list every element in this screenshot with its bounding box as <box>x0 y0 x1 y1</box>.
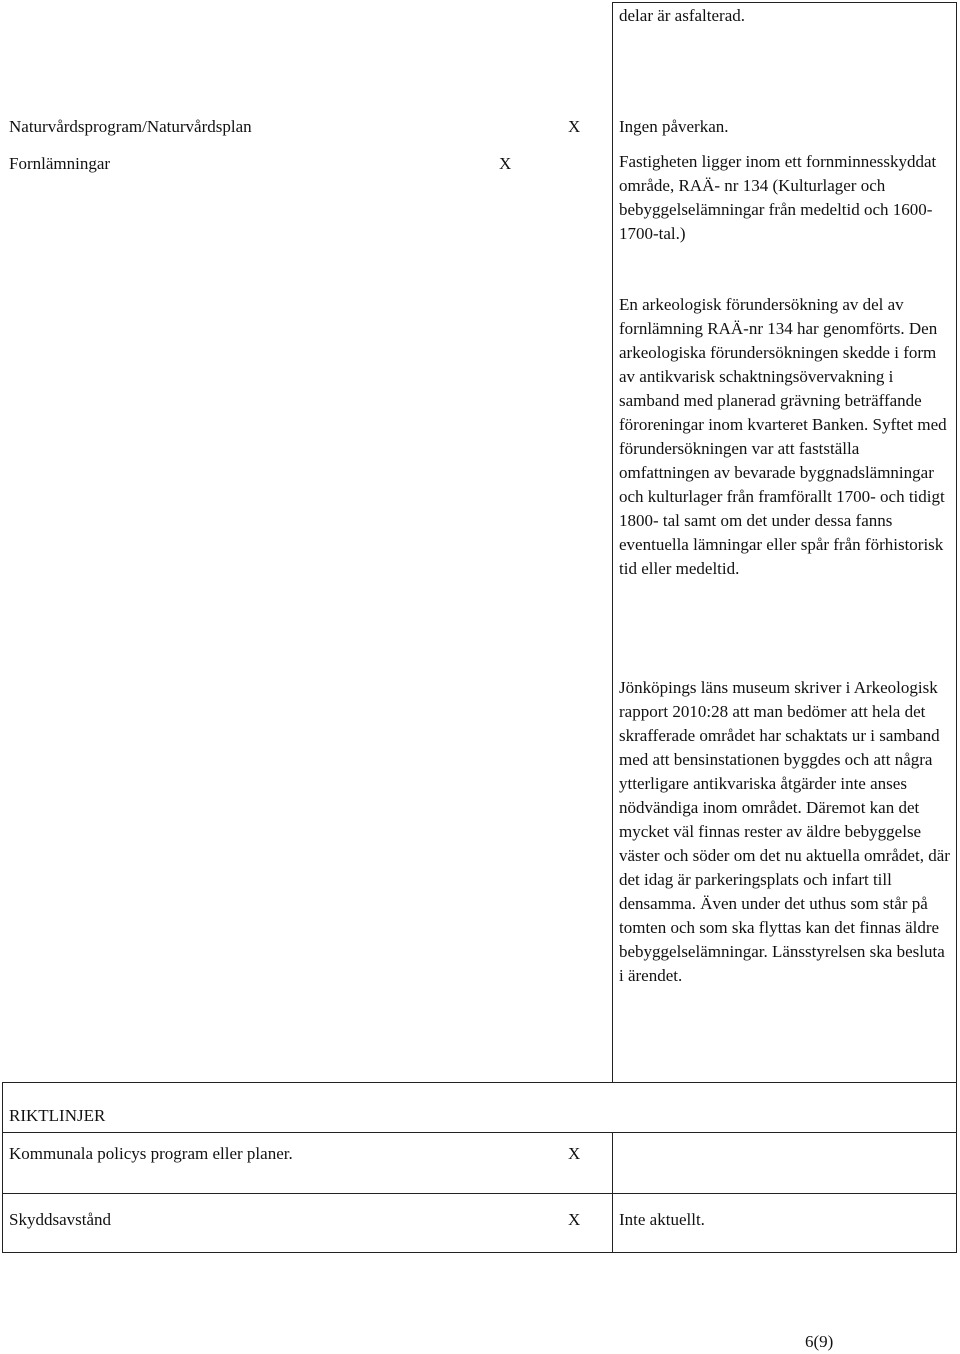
skyddsavstand-label: Skyddsavstånd <box>9 1210 111 1229</box>
skyddsavstand-mark: X <box>568 1210 581 1229</box>
fornlamningar-p2: En arkeologisk förundersökning av del av fornlämning RAÄ-nr 134 har genomförts. Den arkeologiska förundersökningen skedde i form av antikvarisk schaktningsövervakning i samband med planerad grävning beträffande föroreningar inom kvarteret Banken. Syftet med förundersökningen var att fastställa omfattningen av bevarade byggnadslämningar och kulturlager från framförallt 1700- och tidigt 1800- tal samt om det under dessa fanns eventuella lämningar eller spår från förhistorisk tid eller medeltid. <box>619 295 947 578</box>
fornlamningar-comment-2 <box>619 293 949 581</box>
fornlamningar-comment-1 <box>619 150 949 246</box>
riktlinjer-heading: RIKTLINJER <box>9 1106 106 1125</box>
naturvard-mark: X <box>568 117 581 136</box>
page-number: 6(9) <box>805 1332 834 1351</box>
asfalt-comment: delar är asfalterad. <box>619 6 745 25</box>
kommunala-label: Kommunala policys program eller planer. <box>9 1144 293 1163</box>
naturvard-label: Naturvårdsprogram/Naturvårdsplan <box>9 117 252 136</box>
naturvard-comment: Ingen påverkan. <box>619 117 729 136</box>
column-divider-comment <box>612 2 613 1082</box>
fornlamningar-comment-3 <box>619 676 952 988</box>
skyddsavstand-comment: Inte aktuellt. <box>619 1210 705 1229</box>
kommunala-mark: X <box>568 1144 581 1163</box>
column-divider-comment-lower <box>612 1132 613 1252</box>
heading-divider <box>2 1132 957 1133</box>
fornlamningar-p3: Jönköpings läns museum skriver i Arkeologisk rapport 2010:28 att man bedömer att hela det skrafferade området har schaktats ur i samband med att bensinstationen byggdes och att några ytterligare antikvariska åtgärder inte anses nödvändiga inom området. Däremot kan det mycket väl finnas rester av äldre bebyggelse väster och söder om det nu aktuella området, där det idag är parkeringsplats och infart till densamma. Även under det uthus som står på tomten och som ska flyttas kan det finnas äldre bebyggelselämningar. Länsstyrelsen ska besluta i ärendet. <box>619 678 950 985</box>
row-divider <box>2 1193 957 1194</box>
table-bottom-border <box>2 1252 957 1253</box>
table-left-border <box>2 1082 3 1252</box>
table-right-border <box>956 2 957 1252</box>
table-top-border <box>612 2 957 3</box>
fornlamningar-mark: X <box>499 154 512 173</box>
section-divider <box>2 1082 957 1083</box>
fornlamningar-label: Fornlämningar <box>9 154 111 173</box>
fornlamningar-p1: Fastigheten ligger inom ett fornminnesskyddat område, RAÄ- nr 134 (Kulturlager och bebyggelselämningar från medeltid och 1600-1700-tal.) <box>619 152 937 243</box>
